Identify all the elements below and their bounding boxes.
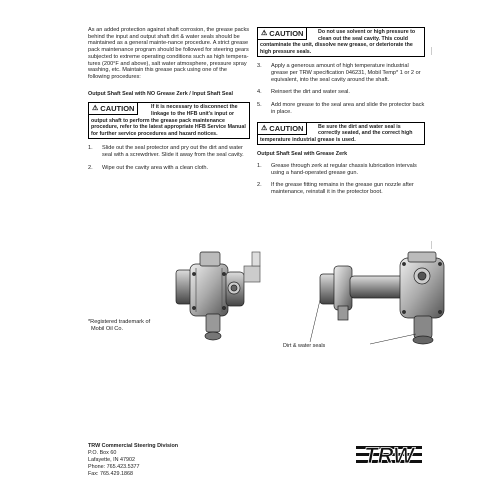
left-column: [88, 27, 250, 177]
list-item: 1. Grease through zerk at regular chassis lubrication intervals using a hand-operated grease gun.: [257, 163, 417, 176]
fax: Fax: 765.429.1868: [88, 470, 133, 477]
list-item: 5. Add more grease to the seal area and slide the protector back in place.: [257, 102, 425, 115]
caution-text: If it is necessary to disconnect the linkage to the HFB unit's input or output shaft to perform the grease pack maintenance procedure, refer to the latest appropriate HFB Service Manual for further service procedures and hazard notices.: [91, 104, 246, 137]
caution-tag: [89, 103, 138, 115]
callout-line: [310, 300, 320, 342]
phone: Phone: 765.423.5377: [88, 463, 140, 470]
right-column: [257, 27, 425, 202]
caution-box-solvent: [257, 27, 425, 57]
right-gear-drawing: [320, 252, 444, 344]
margin-mark: [431, 47, 432, 55]
caution-text: Be sure the dirt and water seal is correctly seated, and the correct high temperature industrial grease is used.: [260, 123, 413, 143]
caution-box-seated: [257, 122, 425, 146]
caution-tag: [258, 28, 307, 40]
po-box: P.O. Box 60: [88, 449, 117, 456]
list-item: 2. If the grease fitting remains in the grease gun nozzle after maintenance, reinstall it in the protector boot.: [257, 182, 414, 196]
city: Lafayette, IN 47902: [88, 456, 136, 463]
caution-tag: [258, 123, 307, 135]
caution-text: Do not use solvent or high pressure to clean out the seal cavity. This could contaminate the unit, dissolve new grease, or deteriorate the high pressure seals.: [260, 29, 416, 55]
steps-list-right: [257, 63, 425, 115]
left-gear-drawing: [176, 252, 260, 340]
caution-label: CAUTION: [269, 29, 304, 38]
warning-triangle-icon: ⚠: [92, 105, 99, 113]
steps-list-zerk: [257, 163, 425, 196]
logo-text: TRW: [364, 444, 414, 468]
callout-line: [370, 334, 416, 344]
section-heading-zerk: Output Shaft Seal with Grease Zerk: [257, 151, 348, 158]
list-item: 2. Wipe out the cavity area with a clean cloth.: [88, 164, 209, 171]
steps-list-left: [88, 145, 250, 171]
trademark-footnote: *Registered trademark of Mobil Oil Co.: [88, 319, 151, 332]
list-item: 1. Slide out the seal protector and pry out the dirt and water seal with a screwdriver. Slide it away from the seal cavity.: [88, 145, 244, 158]
section-heading-no-zerk: Output Shaft Seal with NO Grease Zerk / Input Shaft Seal: [88, 90, 233, 97]
figure-caption: Dirt & water seals: [283, 343, 326, 349]
trw-logo: [356, 444, 426, 468]
warning-triangle-icon: ⚠: [261, 124, 268, 132]
caution-label: CAUTION: [269, 123, 304, 133]
list-item: 3. Apply a generous amount of high temperature industrial grease per TRW specification 046231, Mobil Temp* 1 or 2 or equivalent, into the seal cavity around the shaft.: [257, 63, 421, 83]
list-item: 4. Reinsert the dirt and water seal.: [257, 89, 350, 96]
footer-address: [88, 443, 178, 478]
intro-paragraph: As an added protection against shaft corrosion, the grease packs behind the input and output shaft dirt & water seals should be maintained as a general mainte-nance procedure. A strict grease pack maintenance program should be followed for steering gears subjected to extreme operating conditions such as high tempera-tures (200°F and above), salt water atmosphere, pressure spray washing, etc. Maintain this grease pack using one of the following procedures:: [88, 27, 250, 80]
caution-label: CAUTION: [100, 104, 135, 114]
warning-triangle-icon: ⚠: [261, 30, 268, 37]
caution-box-disconnect: [88, 102, 250, 139]
company-name: TRW Commercial Steering Division: [88, 443, 179, 449]
